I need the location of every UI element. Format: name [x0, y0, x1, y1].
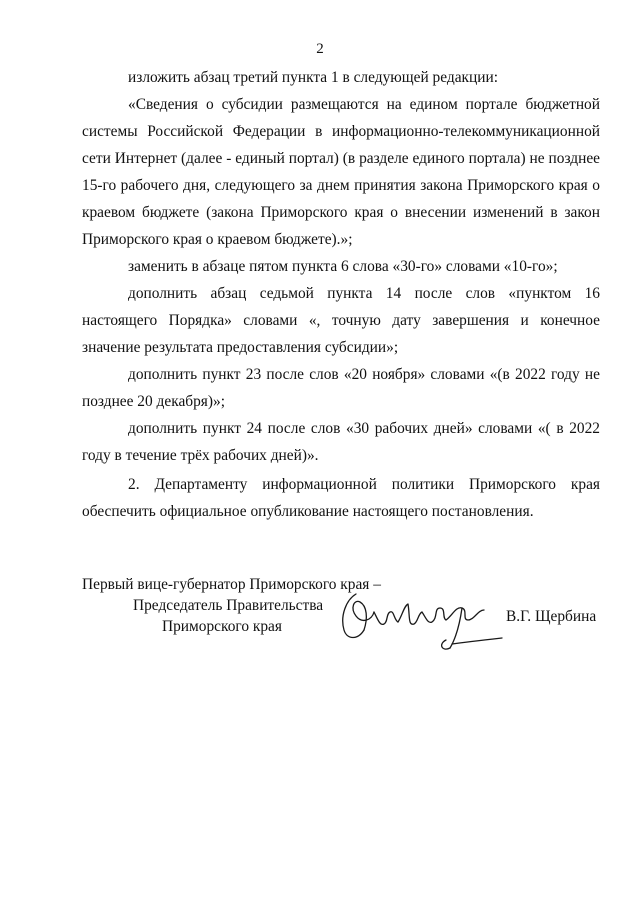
page-number: 2	[316, 41, 324, 57]
paragraph: дополнить абзац седьмой пункта 14 после слов «пунктом 16 настоящего Порядка» словами «, точную дату завершения и конечное значение результата предоставления субсидии»;	[82, 285, 600, 356]
paragraph: заменить в абзаце пятом пункта 6 слова «30-го» словами «10-го»;	[128, 258, 558, 275]
signatory-position-line: Председатель Правительства	[133, 597, 324, 614]
paragraph: 2. Департаменту информационной политики Приморского края обеспечить официальное опубликование настоящего постановления.	[82, 476, 600, 520]
signatory-name: В.Г. Щербина	[506, 608, 597, 625]
document-body	[82, 64, 600, 525]
paragraph: дополнить пункт 24 после слов «30 рабочих дней» словами «( в 2022 году в течение трёх рабочих дней)».	[82, 420, 600, 464]
handwritten-signature	[334, 586, 504, 662]
signatory-position-line: Первый вице-губернатор Приморского края –	[82, 576, 381, 593]
paragraph: дополнить пункт 23 после слов «20 ноября» словами «(в 2022 году не позднее 20 декабря)»;	[82, 366, 600, 410]
signatory-position-line: Приморского края	[162, 618, 282, 635]
paragraph: «Сведения о субсидии размещаются на едином портале бюджетной системы Российской Федерации в информационно-телекоммуникационной сети Интернет (далее - единый портал) (в разделе единого портала) не позднее 15-го рабочего дня, следующего за днем принятия закона Приморского края о краевом бюджете (закона Приморского края о внесении изменений в закон Приморского края о краевом бюджете).»;	[82, 96, 600, 248]
paragraph: изложить абзац третий пункта 1 в следующей редакции:	[128, 69, 498, 86]
